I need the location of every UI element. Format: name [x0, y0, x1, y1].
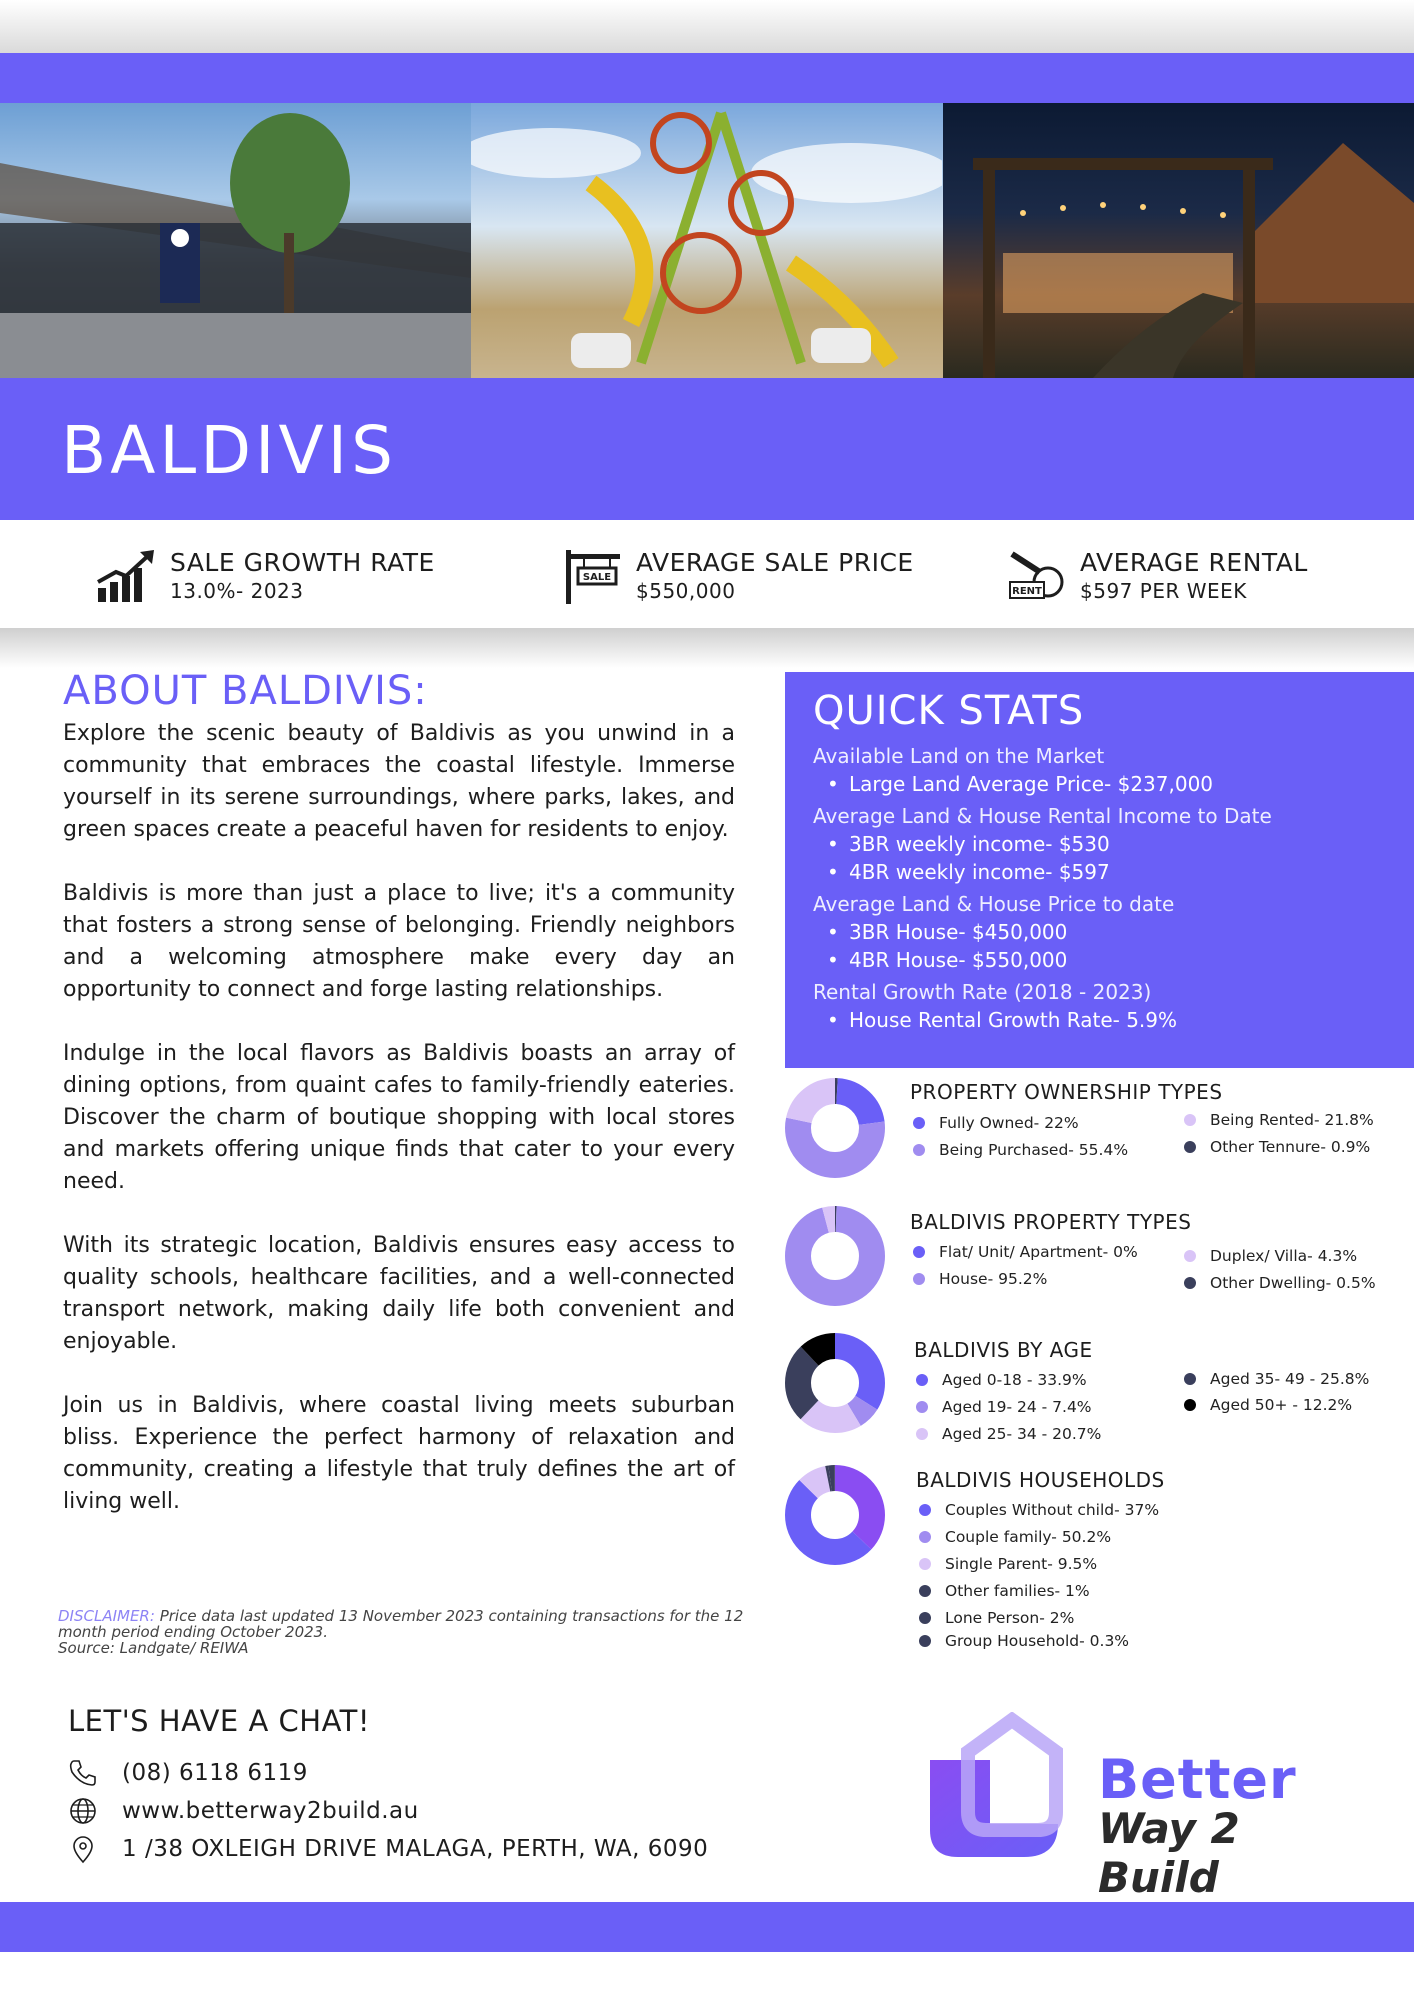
- metric-value: $597 PER WEEK: [1080, 579, 1247, 603]
- legend-label: Aged 35- 49 - 25.8%: [1210, 1370, 1370, 1388]
- metric-value: $550,000: [636, 579, 736, 603]
- legend-label: Fully Owned- 22%: [939, 1114, 1079, 1132]
- svg-text:SALE: SALE: [582, 572, 612, 583]
- contact-phone-row: [68, 1758, 308, 1788]
- legend-item: [913, 1270, 1047, 1288]
- house-logo-icon: [928, 1712, 1088, 1862]
- chart-title: PROPERTY OWNERSHIP TYPES: [910, 1080, 1223, 1104]
- legend-item: [1184, 1111, 1374, 1129]
- legend-item: [1184, 1274, 1376, 1292]
- property-types-chart: [785, 1206, 1414, 1326]
- legend-label: Aged 25- 34 - 20.7%: [942, 1425, 1102, 1443]
- legend-swatch: [1184, 1277, 1196, 1289]
- quick-stat-bullet: • 4BR House- $550,000: [823, 946, 1414, 974]
- legend-swatch: [1184, 1373, 1196, 1385]
- legend-swatch: [1184, 1114, 1196, 1126]
- metric-sale-growth: [96, 548, 435, 604]
- legend-label: Couple family- 50.2%: [945, 1528, 1112, 1546]
- legend-swatch: [913, 1144, 925, 1156]
- legend-label: Couples Without child- 37%: [945, 1501, 1160, 1519]
- quick-stat-section: [813, 742, 1414, 798]
- top-fade: [0, 0, 1414, 54]
- property-types-donut: [785, 1206, 885, 1306]
- legend-item: [919, 1501, 1159, 1519]
- legend-label: Aged 50+ - 12.2%: [1210, 1396, 1353, 1414]
- metric-label: SALE GROWTH RATE: [170, 548, 435, 577]
- legend-label: Single Parent- 9.5%: [945, 1555, 1098, 1573]
- evening-venue-photo: [943, 103, 1414, 378]
- section-fade: [0, 628, 1414, 668]
- legend-swatch: [916, 1428, 928, 1440]
- legend-label: Other Dwelling- 0.5%: [1210, 1274, 1376, 1292]
- title-band: [0, 378, 1414, 520]
- disclaimer-source: Source: Landgate/ REIWA: [58, 1639, 249, 1657]
- legend-item: [919, 1632, 1129, 1650]
- quick-stat-section: [813, 890, 1414, 974]
- legend-swatch: [919, 1612, 931, 1624]
- legend-swatch: [1184, 1399, 1196, 1411]
- location-pin-icon: [68, 1834, 98, 1864]
- quick-stat-section: [813, 978, 1414, 1034]
- legend-label: House- 95.2%: [939, 1270, 1048, 1288]
- about-paragraph: Join us in Baldivis, where coastal living meets suburban bliss. Experience the perfect harmony of relaxation and community, creating a lifestyle that truly defines the art of living well.: [63, 1393, 735, 1514]
- ownership-types-chart: [785, 1078, 1414, 1198]
- legend-item: [916, 1398, 1092, 1416]
- age-donut: [785, 1333, 885, 1433]
- legend-item: [916, 1425, 1101, 1443]
- disclaimer-label: DISCLAIMER:: [58, 1607, 155, 1625]
- legend-swatch: [913, 1246, 925, 1258]
- about-paragraph: Baldivis is more than just a place to live; it's a community that fosters a strong sense of belonging. Friendly neighbors and a welcoming atmosphere make every day an opportunity to connect and forge lasting relationships.: [63, 881, 735, 1002]
- legend-item: [1184, 1396, 1352, 1414]
- page-title: BALDIVIS: [61, 412, 397, 489]
- quick-stat-bullet: • 3BR House- $450,000: [823, 918, 1414, 946]
- contact-address-row: [68, 1834, 708, 1864]
- chart-title: BALDIVIS PROPERTY TYPES: [910, 1210, 1192, 1234]
- legend-label: Other families- 1%: [945, 1582, 1090, 1600]
- metric-value: 13.0%- 2023: [170, 579, 304, 603]
- legend-item: [919, 1555, 1097, 1573]
- legend-item: [919, 1609, 1074, 1627]
- header-photo-strip: [0, 103, 1414, 378]
- households-donut: [785, 1465, 885, 1565]
- about-text: [63, 718, 735, 1550]
- legend-swatch: [919, 1585, 931, 1597]
- legend-label: Lone Person- 2%: [945, 1609, 1075, 1627]
- quick-stat-heading: Available Land on the Market: [813, 744, 1105, 768]
- quick-stat-section: [813, 802, 1414, 886]
- top-accent-bar: [0, 53, 1414, 103]
- logo-text-better: Better: [1098, 1748, 1297, 1811]
- legend-swatch: [913, 1117, 925, 1129]
- ownership-donut: [785, 1078, 885, 1178]
- quick-stats-panel: [785, 672, 1414, 1068]
- quick-stat-heading: Average Land & House Price to date: [813, 892, 1175, 916]
- legend-item: [1184, 1247, 1357, 1265]
- contact-website-row: [68, 1796, 419, 1826]
- legend-swatch: [913, 1273, 925, 1285]
- legend-item: [913, 1141, 1128, 1159]
- legend-label: Being Rented- 21.8%: [1210, 1111, 1374, 1129]
- bottom-accent-bar: [0, 1902, 1414, 1952]
- legend-swatch: [1184, 1250, 1196, 1262]
- quick-stat-bullet: • 4BR weekly income- $597: [823, 858, 1414, 886]
- legend-item: [916, 1371, 1087, 1389]
- households-chart: [785, 1465, 1414, 1665]
- company-logo: [928, 1712, 1338, 1902]
- metric-average-rental: [1006, 548, 1308, 604]
- quick-stat-bullet: • 3BR weekly income- $530: [823, 830, 1414, 858]
- about-heading: ABOUT BALDIVIS:: [63, 668, 428, 714]
- age-chart: [785, 1333, 1414, 1453]
- rent-key-icon: [1006, 548, 1068, 604]
- legend-item: [919, 1528, 1111, 1546]
- chart-title: BALDIVIS BY AGE: [914, 1338, 1093, 1362]
- legend-item: [913, 1243, 1138, 1261]
- legend-item: [913, 1114, 1079, 1132]
- legend-swatch: [919, 1635, 931, 1647]
- playground-photo: [471, 103, 942, 378]
- shopping-centre-photo: [0, 103, 471, 378]
- phone-icon: [68, 1758, 98, 1788]
- legend-swatch: [919, 1531, 931, 1543]
- quick-stats-title: QUICK STATS: [813, 688, 1085, 734]
- legend-swatch: [916, 1374, 928, 1386]
- quick-stat-heading: Average Land & House Rental Income to Date: [813, 804, 1272, 828]
- metric-label: AVERAGE SALE PRICE: [636, 548, 914, 577]
- key-metrics-row: [0, 520, 1414, 628]
- logo-text-way2build: Way 2 Build: [1098, 1804, 1240, 1902]
- legend-swatch: [919, 1558, 931, 1570]
- legend-label: Duplex/ Villa- 4.3%: [1210, 1247, 1358, 1265]
- legend-label: Being Purchased- 55.4%: [939, 1141, 1129, 1159]
- legend-label: Other Tennure- 0.9%: [1210, 1138, 1371, 1156]
- legend-swatch: [919, 1504, 931, 1516]
- svg-text:RENT: RENT: [1012, 586, 1042, 597]
- contact-website[interactable]: www.betterway2build.au: [122, 1798, 419, 1824]
- contact-heading: LET'S HAVE A CHAT!: [68, 1704, 371, 1738]
- about-paragraph: Explore the scenic beauty of Baldivis as you unwind in a community that embraces the coastal lifestyle. Immerse yourself in its serene surroundings, where parks, lakes, and green spaces create a peaceful haven for residents to enjoy.: [63, 721, 735, 842]
- quick-stat-heading: Rental Growth Rate (2018 - 2023): [813, 980, 1152, 1004]
- legend-item: [919, 1582, 1090, 1600]
- globe-icon: [68, 1796, 98, 1826]
- legend-swatch: [916, 1401, 928, 1413]
- contact-address: 1 /38 OXLEIGH DRIVE MALAGA, PERTH, WA, 6090: [122, 1836, 709, 1862]
- legend-label: Aged 0-18 - 33.9%: [942, 1371, 1087, 1389]
- legend-swatch: [1184, 1141, 1196, 1153]
- disclaimer-text: Price data last updated 13 November 2023 containing transactions for the 12 month period ending October 2023.: [58, 1607, 744, 1641]
- about-paragraph: Indulge in the local flavors as Baldivis boasts an array of dining options, from quaint cafes to family-friendly eateries. Discover the charm of boutique shopping with local stores and markets offering unique finds that cater to your every need.: [63, 1041, 735, 1194]
- legend-item: [1184, 1370, 1369, 1388]
- quick-stat-bullet: • House Rental Growth Rate- 5.9%: [823, 1006, 1414, 1034]
- chart-title: BALDIVIS HOUSEHOLDS: [916, 1468, 1165, 1492]
- legend-label: Aged 19- 24 - 7.4%: [942, 1398, 1092, 1416]
- metric-label: AVERAGE RENTAL: [1080, 548, 1308, 577]
- legend-label: Flat/ Unit/ Apartment- 0%: [939, 1243, 1138, 1261]
- legend-label: Group Household- 0.3%: [945, 1632, 1130, 1650]
- disclaimer: [58, 1608, 758, 1656]
- about-paragraph: With its strategic location, Baldivis ensures easy access to quality schools, healthcare facilities, and a well-connected transport network, making daily life both convenient and enjoyable.: [63, 1233, 735, 1354]
- quick-stat-bullet: • Large Land Average Price- $237,000: [823, 770, 1414, 798]
- contact-phone[interactable]: (08) 6118 6119: [122, 1760, 308, 1786]
- growth-chart-icon: [96, 548, 158, 604]
- legend-item: [1184, 1138, 1370, 1156]
- sale-sign-icon: [562, 548, 624, 604]
- metric-average-sale-price: [562, 548, 914, 604]
